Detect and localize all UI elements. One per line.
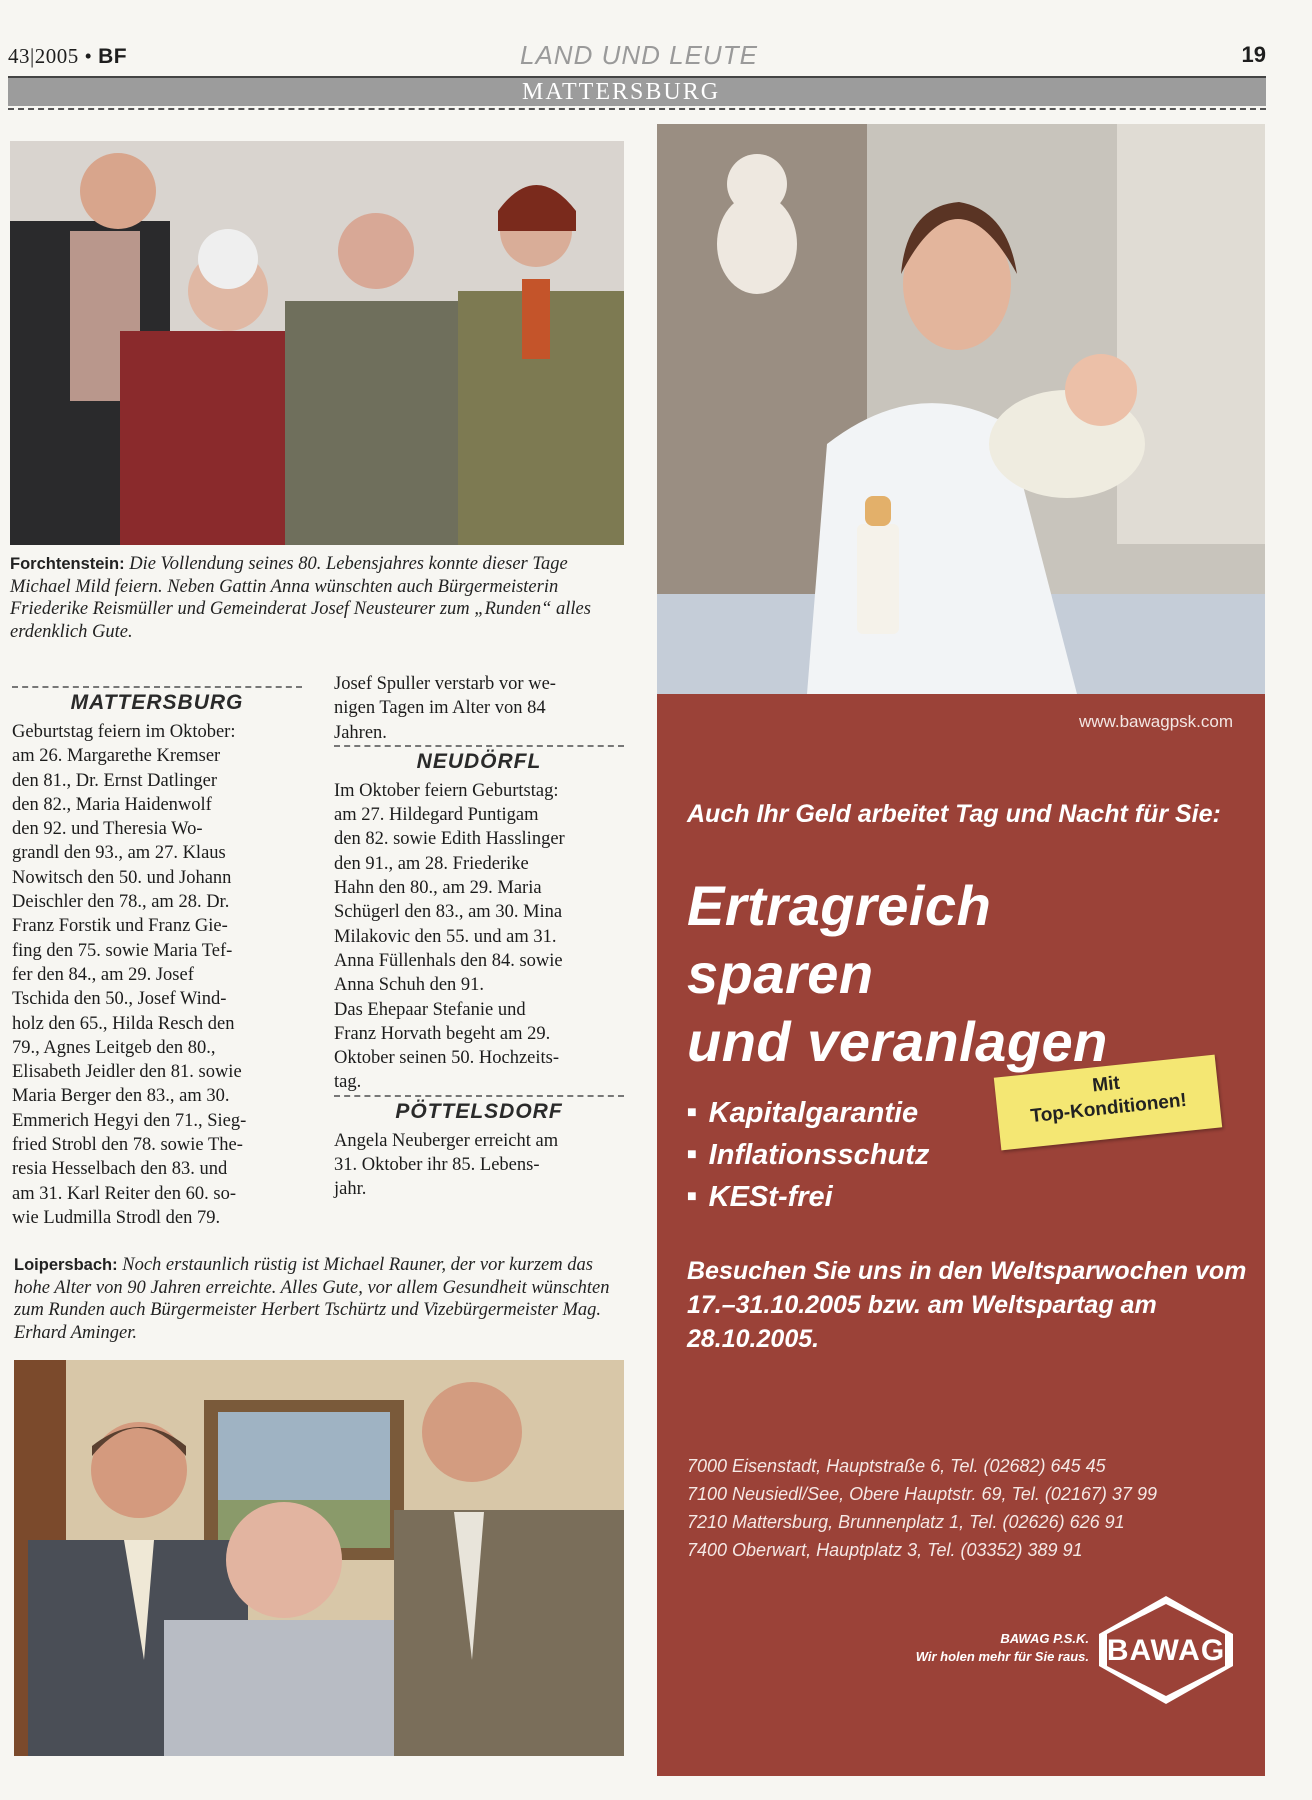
ad-address: 7400 Oberwart, Hauptplatz 3, Tel. (03352) 389 91 xyxy=(687,1540,1083,1560)
region-title: MATTERSBURG xyxy=(522,79,721,105)
ad-brand-block xyxy=(916,1630,1089,1666)
ad-brand-name: BAWAG P.S.K. xyxy=(1000,1631,1089,1646)
ad-headline-line: Ertragreich xyxy=(687,874,992,937)
page-number: 19 xyxy=(1241,42,1266,67)
caption-text: Noch erstaunlich rüstig ist Michael Rauner, der vor kurzem das hohe Alter von 90 Jahren erreichte. Alles Gute, vor allem Gesundheit wünschten zum Runden auch Bürgermeister Herbert Tschürtz und Vizebürgermeister Mag. Erhard Aminger. xyxy=(14,1255,610,1343)
ad-headline-line: sparen xyxy=(687,942,874,1005)
ad-tagline: Auch Ihr Geld arbeitet Tag und Nacht für Sie: xyxy=(687,800,1221,828)
ad-headline-line: und veranlagen xyxy=(687,1010,1108,1073)
photo-caption-loipersbach xyxy=(14,1254,624,1344)
issue-bullet: • xyxy=(84,44,93,68)
ad-address: 7000 Eisenstadt, Hauptstraße 6, Tel. (02682) 645 45 xyxy=(687,1456,1106,1476)
ad-address-list xyxy=(687,1452,1157,1564)
ad-feature: ■ Kapitalgarantie xyxy=(687,1092,929,1134)
ad-photo-nurse xyxy=(657,124,1265,694)
ad-brand-slogan: Wir holen mehr für Sie raus. xyxy=(915,1649,1089,1664)
section-heading-poettelsdorf: PÖTTELSDORF xyxy=(334,1095,624,1125)
section-title: LAND UND LEUTE xyxy=(520,40,758,70)
ad-sticker-line: Top-Konditionen! xyxy=(1029,1089,1188,1128)
column-neudoerfl xyxy=(334,672,624,1202)
caption-place: Loipersbach: xyxy=(14,1256,118,1274)
caption-text: Die Vollendung seines 80. Lebensjahres konnte dieser Tage Michael Mild feiern. Neben Gattin Anna wünschten auch Bürgermeisterin Friederike Reismüller und Gemeinderat Josef Neusteurer zum „Runden“ alles erdenklich Gute. xyxy=(10,554,591,642)
issue-info xyxy=(8,44,127,69)
ad-feature-list xyxy=(687,1092,929,1218)
section-heading-mattersburg: MATTERSBURG xyxy=(12,686,302,716)
ad-url[interactable]: www.bawagpsk.com xyxy=(1078,712,1233,731)
bawag-logo-text: BAWAG xyxy=(1106,1634,1226,1667)
photo-loipersbach xyxy=(14,1360,624,1756)
bawag-logo xyxy=(1097,1594,1235,1706)
ad-feature: ■ Inflationsschutz xyxy=(687,1134,929,1176)
caption-place: Forchtenstein: xyxy=(10,555,125,573)
ad-headline xyxy=(687,872,1108,1076)
ad-address: 7210 Mattersburg, Brunnenplatz 1, Tel. (02626) 626 91 xyxy=(687,1512,1125,1532)
region-bar xyxy=(8,76,1266,106)
mattersburg-text: Geburtstag feiern im Oktober: am 26. Margarethe Kremser den 81., Dr. Ernst Datlinger den 82., Maria Haidenwolf den 92. und Theresia Wo- grandl den 93., am 27. Klaus Nowitsch den 50. und Johann Deischler den 78., am 28. Dr. Franz Forstik und Franz Gie- fing den 75. sowie Maria Tef- fer den 84., am 29. Josef Tschida den 50., Josef Wind- holz den 65., Hilda Resch den 79., Agnes Leitgeb den 80., Elisabeth Jeidler den 81. sowie Maria Berger den 83., am 30. Emmerich Hegyi den 71., Sieg- fried Strobl den 78. sowie The- resia Hesselbach den 83. und am 31. Karl Reiter den 60. so- wie Ludmilla Strodl den 79. xyxy=(12,722,247,1228)
photo-forchtenstein xyxy=(10,141,624,545)
column-mattersburg xyxy=(12,686,302,1230)
ad-visit-text: Besuchen Sie uns in den Weltsparwochen vom 17.–31.10.2005 bzw. am Weltspartag am 28.10.2005. xyxy=(687,1257,1247,1353)
issue-number: 43|2005 xyxy=(8,44,79,68)
bawag-advertisement xyxy=(657,694,1265,1776)
section-heading-neudoerfl: NEUDÖRFL xyxy=(334,745,624,775)
poettelsdorf-text: Angela Neuberger erreicht am 31. Oktober ihr 85. Lebens- jahr. xyxy=(334,1130,559,1200)
obituary-text: Josef Spuller verstarb vor we- nigen Tagen im Alter von 84 Jahren. xyxy=(334,674,556,743)
ad-sticker-line: Mit xyxy=(1091,1072,1121,1097)
neudoerfl-text: Im Oktober feiern Geburtstag: am 27. Hildegard Puntigam den 82. sowie Edith Hasslinger den 91., am 28. Friederike Hahn den 80., am 29. Maria Schügerl den 83., am 30. Mina Milakovic den 55. und am 31. Anna Füllenhals den 84. sowie Anna Schuh den 91. Das Ehepaar Stefanie und Franz Horvath begeht am 29. Oktober seinen 50. Hochzeits- tag. xyxy=(334,780,565,1093)
photo-caption-forchtenstein xyxy=(10,553,610,643)
ad-address: 7100 Neusiedl/See, Obere Hauptstr. 69, Tel. (02167) 37 99 xyxy=(687,1484,1157,1504)
ad-feature: ■ KESt-frei xyxy=(687,1176,929,1218)
paper-name: BF xyxy=(98,45,128,68)
header-divider xyxy=(8,108,1266,110)
